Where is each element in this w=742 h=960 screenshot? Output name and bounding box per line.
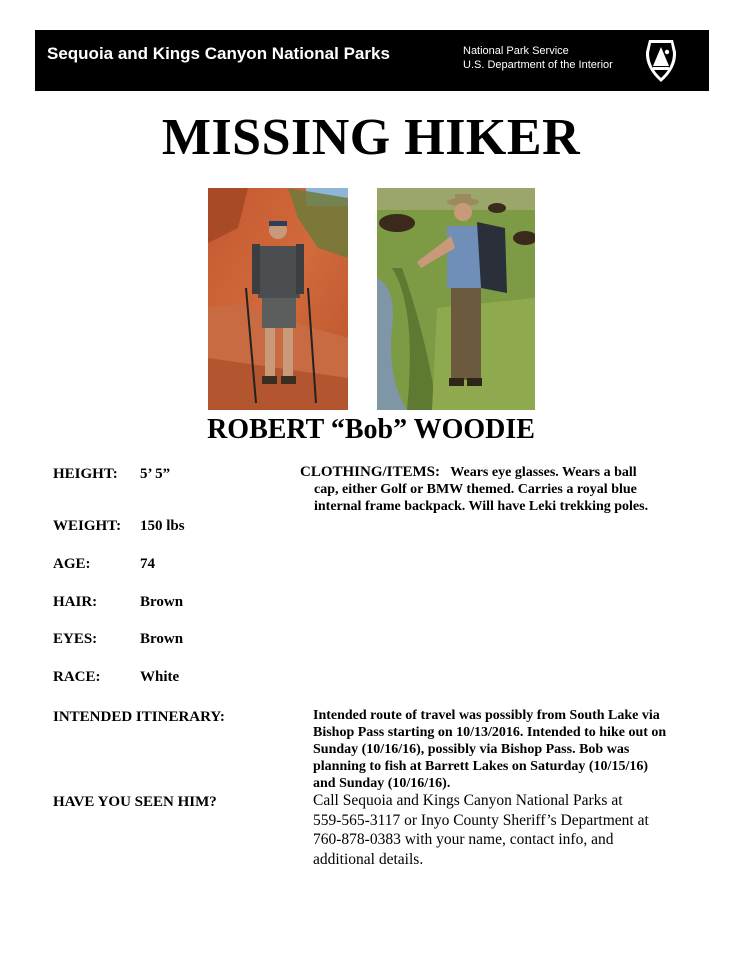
clothing-line3: internal frame backpack. Will have Leki trekking poles. (314, 499, 649, 514)
itinerary-line: and Sunday (10/16/16). (313, 776, 451, 791)
weight-label: WEIGHT: (53, 518, 122, 534)
race-value: White (140, 669, 180, 685)
hair-label: HAIR: (53, 594, 98, 610)
eyes-value: Brown (140, 631, 184, 647)
hair-value: Brown (140, 594, 184, 610)
seen-text (313, 791, 713, 869)
age-value: 74 (140, 556, 155, 572)
race-label: RACE: (53, 669, 101, 685)
clothing-items (300, 464, 690, 515)
weight-value: 150 lbs (140, 518, 185, 534)
height-label: HEIGHT: (53, 466, 118, 482)
seen-line: Call Sequoia and Kings Canyon National Parks at (313, 792, 623, 809)
agency-line1: National Park Service (463, 45, 569, 57)
page-title: MISSING HIKER (161, 109, 581, 166)
seen-line: additional details. (313, 850, 424, 868)
hiker-name: ROBERT “Bob” WOODIE (207, 414, 535, 445)
itinerary-line: Sunday (10/16/16), possibly via Bishop Pass. Bob was (313, 742, 630, 757)
agency-block (463, 44, 613, 72)
age-label: AGE: (53, 556, 91, 572)
seen-line: 760-878-0383 with your name, contact info, and (313, 831, 614, 848)
eyes-label: EYES: (53, 631, 98, 647)
park-name: Sequoia and Kings Canyon National Parks (47, 44, 390, 63)
itinerary-line: planning to fish at Barrett Lakes on Saturday (10/15/16) (313, 759, 648, 774)
header-banner (35, 30, 709, 91)
hiker-photo-meadow (377, 188, 535, 410)
seen-line: 559-565-3117 or Inyo County Sheriff’s Department at (313, 811, 649, 829)
height-value: 5’ 5” (140, 466, 171, 482)
itinerary-line: Bishop Pass starting on 10/13/2016. Intended to hike out on (313, 725, 667, 740)
hiker-photo-canyon (208, 188, 348, 410)
itinerary-text (313, 707, 713, 792)
clothing-line1: Wears eye glasses. Wears a ball (450, 465, 637, 480)
clothing-line2: cap, either Golf or BMW themed. Carries a royal blue (314, 482, 637, 497)
agency-line2: U.S. Department of the Interior (463, 59, 613, 71)
clothing-label: CLOTHING/ITEMS: (300, 464, 441, 480)
nps-arrowhead-icon (643, 38, 679, 84)
itinerary-label: INTENDED ITINERARY: (53, 709, 225, 725)
seen-label: HAVE YOU SEEN HIM? (53, 794, 217, 810)
itinerary-line: Intended route of travel was possibly from South Lake via (313, 708, 660, 723)
